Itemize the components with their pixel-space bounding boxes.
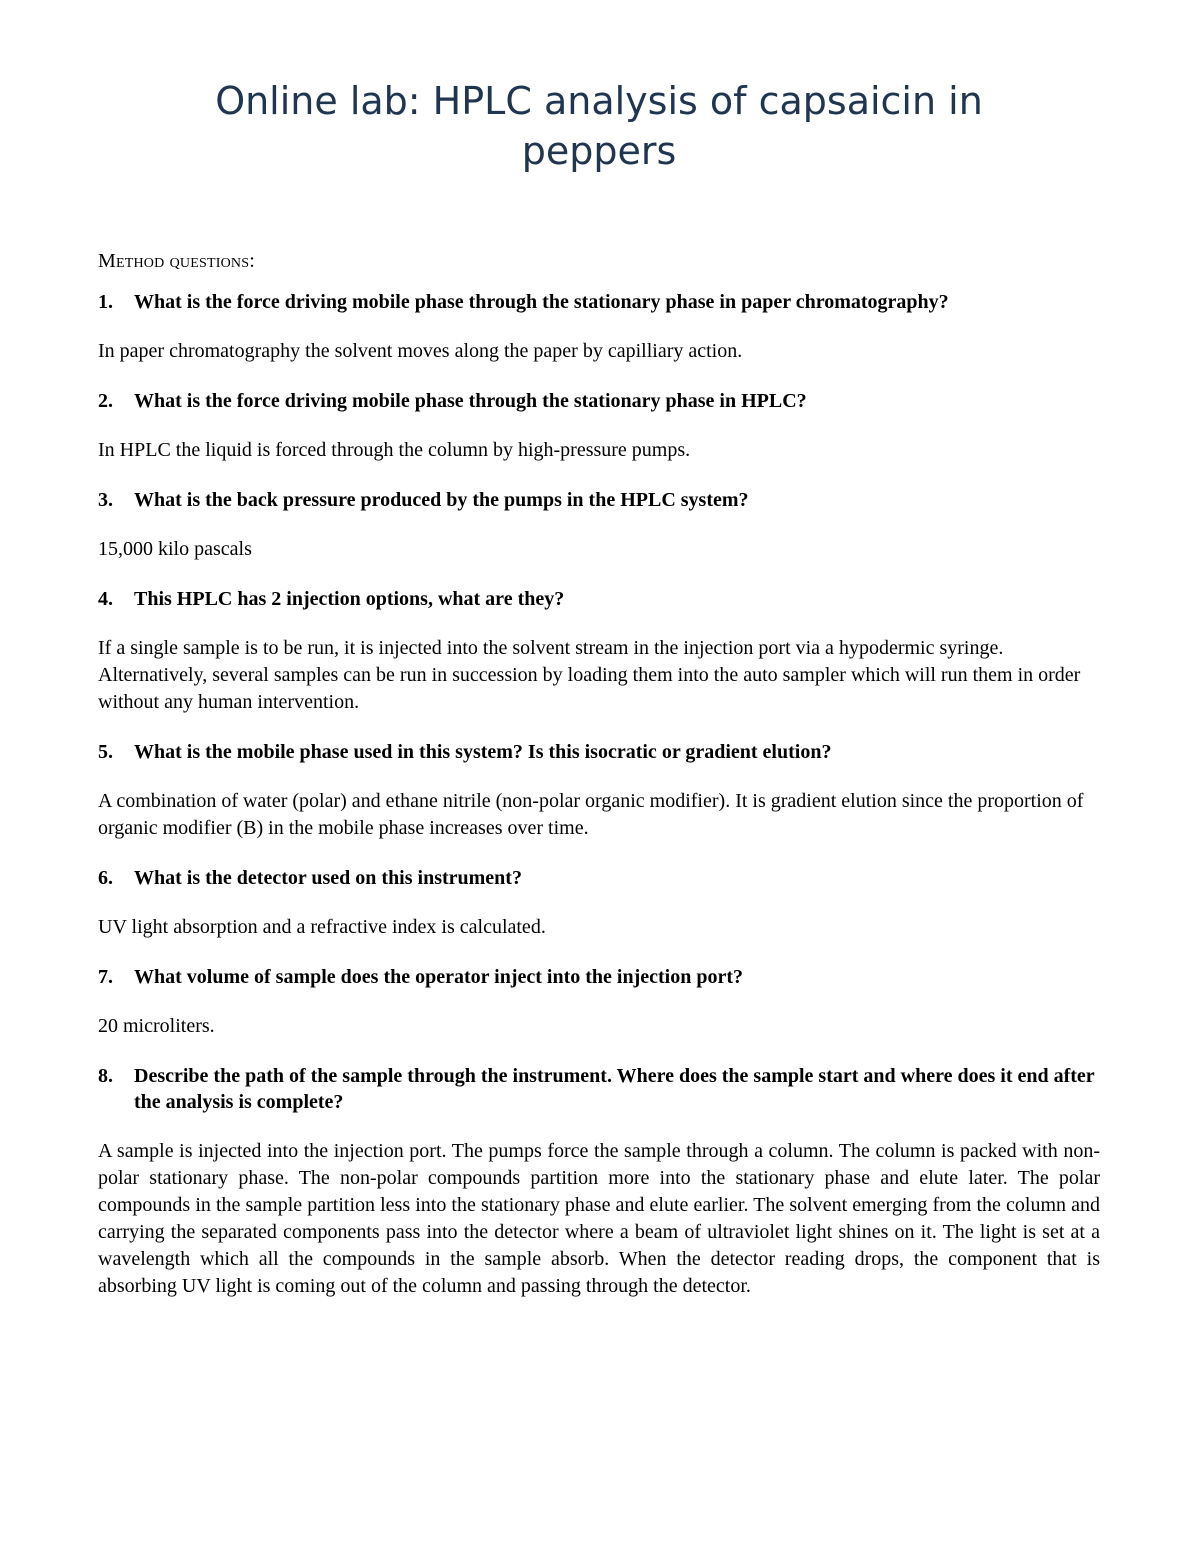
question-7 bbox=[98, 964, 1100, 990]
question-6 bbox=[98, 865, 1100, 891]
question-1 bbox=[98, 289, 1100, 315]
question-number: 5. bbox=[98, 741, 113, 763]
question-number: 7. bbox=[98, 966, 113, 988]
answer-6: UV light absorption and a refractive index is calculated. bbox=[98, 916, 546, 938]
question-2 bbox=[98, 388, 1100, 414]
answer-3: 15,000 kilo pascals bbox=[98, 538, 252, 560]
question-text: Describe the path of the sample through the instrument. Where does the sample start and where does it end after the analysis is complete? bbox=[134, 1065, 1095, 1113]
question-list bbox=[98, 289, 1100, 1300]
question-text: What is the back pressure produced by the pumps in the HPLC system? bbox=[134, 489, 749, 511]
answer-5: A combination of water (polar) and ethane nitrile (non-polar organic modifier). It is gradient elution since the proportion of organic modifier (B) in the mobile phase increases over time. bbox=[98, 790, 1084, 839]
qa-item-1 bbox=[98, 289, 1100, 365]
qa-item-6 bbox=[98, 865, 1100, 941]
qa-item-3 bbox=[98, 487, 1100, 563]
question-text: What is the mobile phase used in this system? Is this isocratic or gradient elution? bbox=[134, 741, 832, 763]
question-number: 8. bbox=[98, 1065, 113, 1087]
question-number: 6. bbox=[98, 867, 113, 889]
answer-4: If a single sample is to be run, it is injected into the solvent stream in the injection port via a hypodermic syringe. Alternatively, several samples can be run in succession by loading them into the auto sampler which will run them in order without any human intervention. bbox=[98, 637, 1081, 713]
question-text: What is the force driving mobile phase through the stationary phase in HPLC? bbox=[134, 390, 807, 412]
question-4 bbox=[98, 586, 1100, 612]
question-text: What is the detector used on this instrument? bbox=[134, 867, 522, 889]
question-text: What volume of sample does the operator inject into the injection port? bbox=[134, 966, 744, 988]
qa-item-7 bbox=[98, 964, 1100, 1040]
question-text: What is the force driving mobile phase through the stationary phase in paper chromatography? bbox=[134, 291, 949, 313]
question-number: 1. bbox=[98, 291, 113, 313]
qa-item-2 bbox=[98, 388, 1100, 464]
question-8 bbox=[98, 1063, 1100, 1115]
qa-item-4 bbox=[98, 586, 1100, 716]
question-5 bbox=[98, 739, 1100, 765]
answer-8: A sample is injected into the injection port. The pumps force the sample through a column. The column is packed with non-polar stationary phase. The non-polar compounds partition more into the stationary phase and elute later. The polar compounds in the sample partition less into the stationary phase and elute earlier. The solvent emerging from the column and carrying the separated components pass into the detector where a beam of ultraviolet light shines on it. The light is set at a wavelength which all the compounds in the sample absorb. When the detector reading drops, the component that is absorbing UV light is coming out of the column and passing through the detector. bbox=[98, 1140, 1100, 1297]
answer-2: In HPLC the liquid is forced through the column by high-pressure pumps. bbox=[98, 439, 691, 461]
question-number: 2. bbox=[98, 390, 113, 412]
answer-1: In paper chromatography the solvent moves along the paper by capilliary action. bbox=[98, 340, 743, 362]
question-text: This HPLC has 2 injection options, what are they? bbox=[134, 588, 565, 610]
qa-item-5 bbox=[98, 739, 1100, 842]
section-heading: Method questions: bbox=[98, 250, 255, 272]
answer-7: 20 microliters. bbox=[98, 1015, 215, 1037]
qa-item-8 bbox=[98, 1063, 1100, 1300]
question-3 bbox=[98, 487, 1100, 513]
question-number: 4. bbox=[98, 588, 113, 610]
document-title: Online lab: HPLC analysis of capsaicin in peppers bbox=[215, 79, 983, 173]
question-number: 3. bbox=[98, 489, 113, 511]
